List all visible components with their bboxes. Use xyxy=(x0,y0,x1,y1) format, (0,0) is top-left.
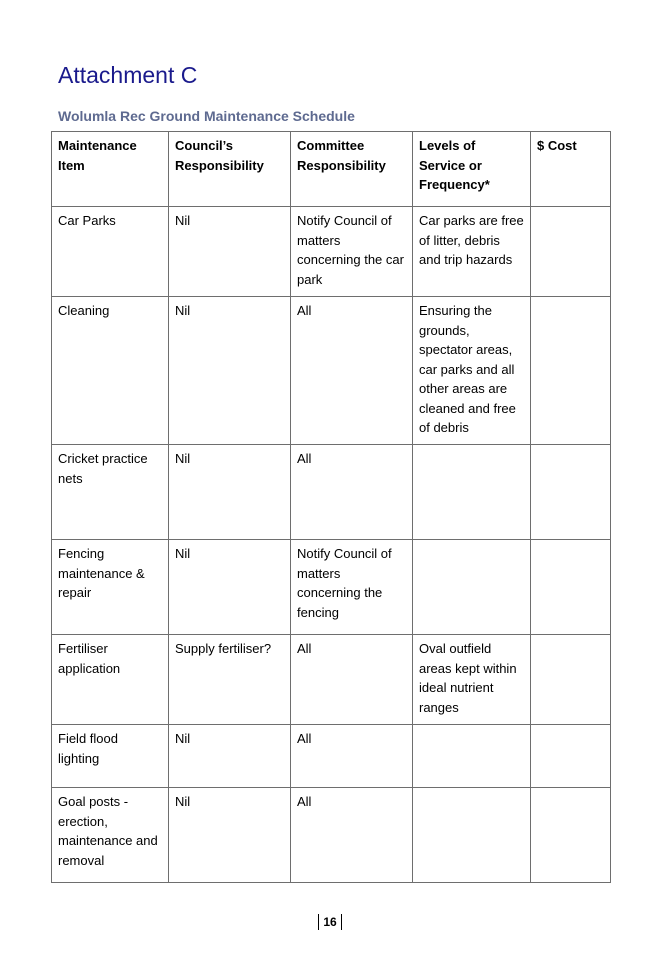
cell-service-level xyxy=(413,788,531,883)
cell-committee: All xyxy=(291,788,413,883)
cell-council: Nil xyxy=(169,297,291,445)
cell-council: Nil xyxy=(169,788,291,883)
table-row xyxy=(52,725,611,788)
cell-service-level xyxy=(413,540,531,635)
page-number: 16 xyxy=(318,914,341,930)
cell-committee: All xyxy=(291,445,413,540)
page-title: Attachment C xyxy=(58,62,198,88)
cell-council: Nil xyxy=(169,725,291,788)
cell-cost xyxy=(531,540,611,635)
header-levels-of-service: Levels of Service or Frequency* xyxy=(413,132,531,207)
cell-council: Nil xyxy=(169,445,291,540)
table-row xyxy=(52,297,611,445)
cell-item: Goal posts - erection, maintenance and removal xyxy=(52,788,169,883)
cell-service-level xyxy=(413,725,531,788)
cell-service-level: Oval outfield areas kept within ideal nutrient ranges xyxy=(413,635,531,725)
cell-committee: Notify Council of matters concerning the fencing xyxy=(291,540,413,635)
cell-committee: All xyxy=(291,635,413,725)
cell-cost xyxy=(531,297,611,445)
cell-cost xyxy=(531,788,611,883)
header-councils-responsibility: Council’s Responsibility xyxy=(169,132,291,207)
cell-council: Supply fertiliser? xyxy=(169,635,291,725)
table-header-row xyxy=(52,132,611,207)
cell-item: Fertiliser application xyxy=(52,635,169,725)
cell-cost xyxy=(531,635,611,725)
cell-item: Cricket practice nets xyxy=(52,445,169,540)
cell-item: Fencing maintenance & repair xyxy=(52,540,169,635)
cell-service-level: Car parks are free of litter, debris and trip hazards xyxy=(413,207,531,297)
cell-committee: All xyxy=(291,297,413,445)
cell-service-level: Ensuring the grounds, spectator areas, car parks and all other areas are cleaned and free of debris xyxy=(413,297,531,445)
cell-committee: Notify Council of matters concerning the car park xyxy=(291,207,413,297)
table-row xyxy=(52,445,611,540)
cell-item: Field flood lighting xyxy=(52,725,169,788)
header-maintenance-item: Maintenance Item xyxy=(52,132,169,207)
header-committee-responsibility: Committee Responsibility xyxy=(291,132,413,207)
cell-cost xyxy=(531,725,611,788)
header-cost: $ Cost xyxy=(531,132,611,207)
table-row xyxy=(52,540,611,635)
cell-cost xyxy=(531,207,611,297)
maintenance-schedule-table xyxy=(51,131,611,883)
schedule-title: Wolumla Rec Ground Maintenance Schedule xyxy=(58,108,355,124)
cell-item: Cleaning xyxy=(52,297,169,445)
cell-cost xyxy=(531,445,611,540)
table-row xyxy=(52,635,611,725)
cell-item: Car Parks xyxy=(52,207,169,297)
cell-council: Nil xyxy=(169,207,291,297)
table-row xyxy=(52,788,611,883)
cell-service-level xyxy=(413,445,531,540)
page-number-footer xyxy=(0,914,660,930)
table-row xyxy=(52,207,611,297)
cell-council: Nil xyxy=(169,540,291,635)
cell-committee: All xyxy=(291,725,413,788)
